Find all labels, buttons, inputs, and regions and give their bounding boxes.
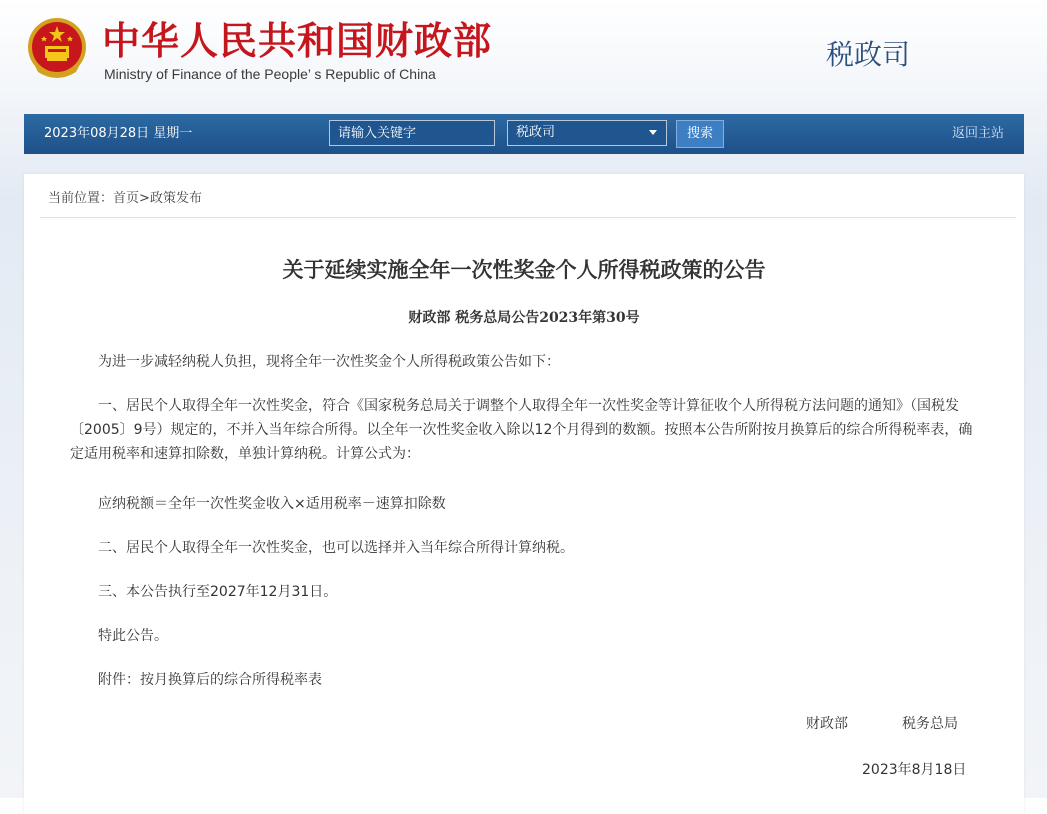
content-panel bbox=[24, 174, 1024, 814]
announcement-number: 财政部 税务总局公告2023年第30号 bbox=[408, 310, 640, 326]
paragraph-item-1: 一、居民个人取得全年一次性奖金，符合《国家税务总局关于调整个人取得全年一次性奖金等计算征收个人所得税方法问题的通知》（国税发〔2005〕9号）规定的，不并入当年综合所得。以全年一次性奖金收入除以12个月得到的数额。按照本公告所附按月换算后的综合所得税率表，确定适用税率和速算扣除数，单独计算纳税。计算公式为： bbox=[70, 398, 973, 462]
paragraph-intro: 为进一步减轻纳税人负担，现将全年一次性奖金个人所得税政策公告如下： bbox=[98, 354, 560, 370]
site-header bbox=[0, 0, 1047, 112]
chevron-down-icon bbox=[649, 130, 657, 135]
paragraph-item-2: 二、居民个人取得全年一次性奖金，也可以选择并入当年综合所得计算纳税。 bbox=[98, 540, 574, 556]
signature-date: 2023年8月18日 bbox=[862, 762, 967, 778]
breadcrumb bbox=[48, 190, 202, 208]
breadcrumb-policy-release[interactable]: 政策发布 bbox=[149, 191, 202, 206]
search-scope-select[interactable] bbox=[507, 120, 667, 146]
breadcrumb-separator: > bbox=[139, 191, 150, 206]
paragraph-item-3: 三、本公告执行至2027年12月31日。 bbox=[98, 584, 338, 600]
return-home-link[interactable]: 返回主站 bbox=[951, 126, 1004, 141]
current-date: 2023年08月28日 星期一 bbox=[44, 126, 193, 141]
signature-tax-admin: 税务总局 bbox=[902, 716, 958, 732]
national-emblem-icon bbox=[26, 16, 88, 82]
nav-bar bbox=[24, 114, 1024, 154]
breadcrumb-home[interactable]: 首页 bbox=[113, 191, 140, 206]
divider bbox=[40, 217, 1016, 218]
ministry-name-cn: 中华人民共和国财政部 bbox=[102, 19, 493, 63]
article-title: 关于延续实施全年一次性奖金个人所得税政策的公告 bbox=[282, 257, 766, 282]
ministry-name-en: Ministry of Finance of the People’ s Republic of China bbox=[104, 66, 436, 82]
search-scope-value: 税政司 bbox=[516, 125, 556, 140]
paragraph-formula: 应纳税额＝全年一次性奖金收入×适用税率－速算扣除数 bbox=[98, 496, 446, 512]
search-input[interactable] bbox=[329, 120, 495, 146]
signature-ministry: 财政部 bbox=[806, 716, 848, 732]
paragraph-closing: 特此公告。 bbox=[98, 628, 168, 644]
search-button[interactable]: 搜索 bbox=[676, 120, 724, 148]
paragraph-attachment: 附件：按月换算后的综合所得税率表 bbox=[98, 672, 322, 688]
department-name: 税政司 bbox=[826, 38, 911, 71]
breadcrumb-prefix: 当前位置： bbox=[48, 191, 114, 206]
